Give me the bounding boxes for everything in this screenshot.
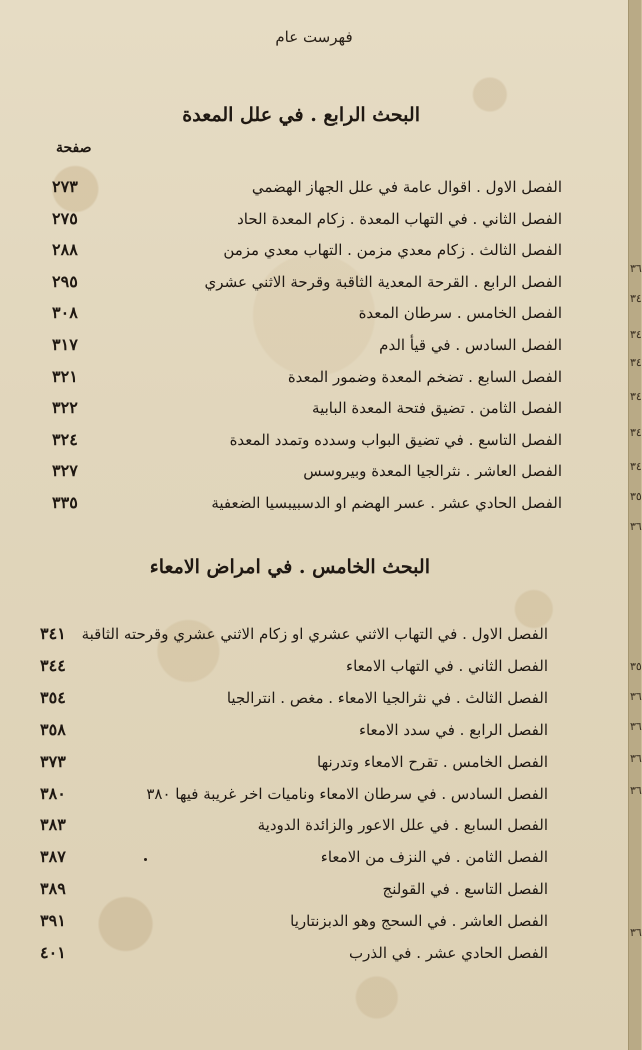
toc-entry (0, 715, 628, 745)
toc-entry (0, 619, 628, 649)
toc-entry-page: ٣٨٠ (40, 784, 66, 803)
section-title-5: البحث الخامس . في امراض الامعاء (149, 556, 430, 578)
toc-entry-title: الفصل الثالث . في نثرالجيا الامعاء . مغص . انترالجيا (226, 689, 548, 707)
toc-entry-page: ٣٨٩ (40, 879, 66, 898)
adjacent-page-number: ٣٦ (630, 520, 642, 533)
toc-entry (0, 393, 628, 423)
toc-entry (0, 488, 628, 518)
toc-entry-page: ٢٩٥ (52, 272, 78, 291)
toc-entry (0, 810, 628, 840)
toc-entry-title: الفصل السادس . في قيأ الدم (379, 336, 562, 354)
running-head: فهرست عام (275, 28, 353, 46)
toc-entry-title: الفصل الاول . في التهاب الاثني عشري او زكام الاثني عشري وقرحته الثاقبة (81, 625, 548, 643)
toc-entry-title: الفصل الثالث . زكام معدي مزمن . التهاب معدي مزمن (223, 241, 562, 259)
adjacent-page-number: ٣٤ (630, 328, 642, 341)
adjacent-page-number: ٣٥ (630, 490, 642, 503)
section-title-4: البحث الرابع . في علل المعدة (182, 104, 420, 126)
toc-entry (0, 425, 628, 455)
toc-entry (0, 779, 628, 809)
toc-entry-title: الفصل العاشر . نثرالجيا المعدة وبيروسس (303, 462, 562, 480)
toc-entry (0, 267, 628, 297)
adjacent-page-number: ٣٦ (630, 262, 642, 275)
toc-entry (0, 362, 628, 392)
adjacent-page-number: ٣٤ (630, 390, 642, 403)
toc-entry-page: ٣٨٧ (40, 847, 66, 866)
toc-entry-title: الفصل الاول . اقوال عامة في علل الجهاز الهضمي (251, 178, 562, 196)
toc-entry-title: الفصل الحادي عشر . في الذرب (349, 944, 548, 962)
toc-entry-title: الفصل الرابع . في سدد الامعاء (358, 721, 548, 739)
toc-entry (0, 874, 628, 904)
toc-entry-page: ٤٠١ (40, 943, 66, 962)
toc-entry-page: ٣٥٨ (40, 720, 66, 739)
toc-entry (0, 235, 628, 265)
toc-entry (0, 204, 628, 234)
adjacent-page-number: ٣٤ (630, 426, 642, 439)
adjacent-page-number: ٣٤ (630, 292, 642, 305)
adjacent-page-number: ٣٦ (630, 690, 642, 703)
toc-entry-title: الفصل التاسع . في تضيق البواب وسدده وتمدد المعدة (229, 431, 562, 449)
toc-entry-title: الفصل التاسع . في القولنج (382, 880, 548, 898)
toc-entry-title: الفصل الثاني . في التهاب الامعاء (346, 657, 548, 675)
toc-entry-title: الفصل السابع . تضخم المعدة وضمور المعدة (287, 368, 562, 386)
toc-entry (0, 298, 628, 328)
toc-entry-page: ٣٢٢ (52, 398, 78, 417)
toc-entry-page: ٣٤٤ (40, 656, 66, 675)
toc-entry-page: ٣٨٣ (40, 815, 66, 834)
toc-entry-title: الفصل الثامن . تضيق فتحة المعدة البابية (312, 399, 562, 417)
toc-entry (0, 330, 628, 360)
adjacent-page-number: ٣٦ (630, 720, 642, 733)
adjacent-page-number: ٣٦ (630, 784, 642, 797)
toc-entry-title: الفصل السادس . في سرطان الامعاء ونامیات اخر غريبة فيها ٣٨٠ (146, 785, 548, 803)
toc-entry-page: ٢٧٥ (52, 209, 78, 228)
toc-entry-page: ٢٧٣ (52, 177, 78, 196)
toc-entry (0, 651, 628, 681)
adjacent-page-number: ٣٤ (630, 460, 642, 473)
adjacent-page-number: ٣٦ (630, 926, 642, 939)
toc-entry-title: الفصل الثامن . في النزف من الامعاء (320, 848, 548, 866)
toc-entry-title: الفصل السابع . في علل الاعور والزائدة الدودية (257, 816, 548, 834)
toc-entry-page: ٣٤١ (40, 624, 66, 643)
toc-entry-page: ٣١٧ (52, 335, 78, 354)
toc-entry (0, 172, 628, 202)
toc-entry-title: الفصل الخامس . تقرح الامعاء وتدرنها (317, 753, 548, 771)
toc-entry (0, 842, 628, 872)
toc-entry-title: الفصل العاشر . في السحج وهو الدبزنتاريا (290, 912, 548, 930)
toc-entry (0, 456, 628, 486)
toc-entry (0, 683, 628, 713)
toc-entry-title: الفصل الخامس . سرطان المعدة (358, 304, 562, 322)
ink-speck (144, 858, 147, 861)
toc-entry-title: الفصل الحادي عشر . عسر الهضم او الدسبيبسيا الضعفية (211, 494, 562, 512)
toc-entry (0, 906, 628, 936)
toc-entry-page: ٣٠٨ (52, 303, 78, 322)
adjacent-page-number: ٣٦ (630, 752, 642, 765)
toc-entry-page: ٣٢٧ (52, 461, 78, 480)
toc-entry-page: ٣٣٥ (52, 493, 78, 512)
adjacent-page-number: ٣٥ (630, 660, 642, 673)
toc-entry-title: الفصل الرابع . القرحة المعدية الثاقبة وقرحة الاثني عشري (204, 273, 562, 291)
toc-entry-page: ٣٧٣ (40, 752, 66, 771)
page-column-label: صفحة (56, 140, 92, 156)
toc-entry-page: ٣٥٤ (40, 688, 66, 707)
adjacent-page-edge (628, 0, 641, 1050)
adjacent-page-number: ٣٤ (630, 356, 642, 369)
toc-entry-page: ٣٩١ (40, 911, 66, 930)
toc-entry (0, 938, 628, 968)
toc-entry-page: ٢٨٨ (52, 240, 78, 259)
toc-entry-page: ٣٢١ (52, 367, 78, 386)
toc-entry-page: ٣٢٤ (52, 430, 78, 449)
toc-entry (0, 747, 628, 777)
toc-entry-title: الفصل الثاني . في التهاب المعدة . زكام المعدة الحاد (237, 210, 562, 228)
